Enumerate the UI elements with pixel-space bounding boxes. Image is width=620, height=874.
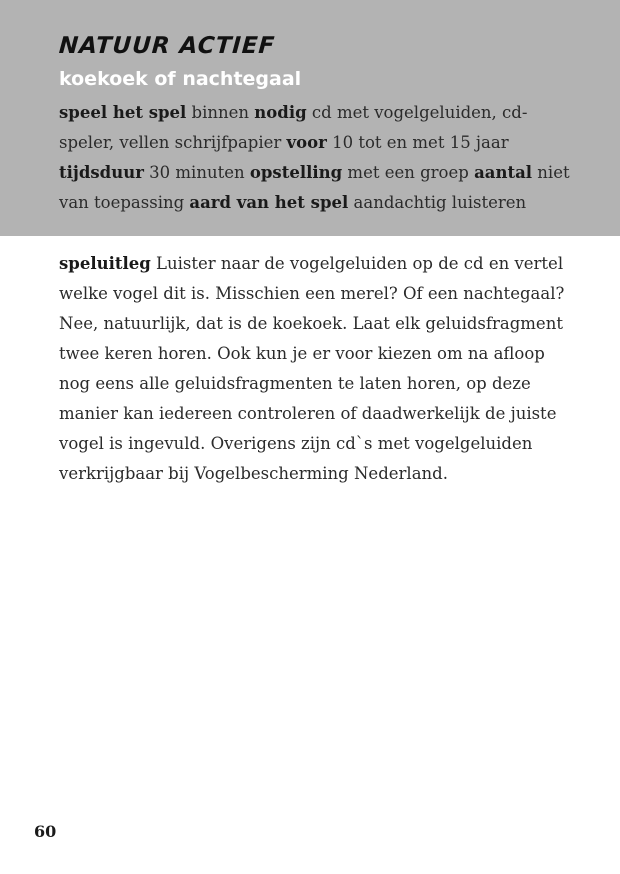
meta-label-aantal: aantal (474, 163, 533, 182)
meta-label-nodig: nodig (254, 103, 307, 122)
meta-label-tijdsduur: tijdsduur (59, 163, 144, 182)
instructions-text: Luister naar de vogelgeluiden op de cd en vertel welke vogel dit is. Misschien een merel? Of een nachtegaal? Nee, natuurlijk, dat is de koekoek. Laat elk geluidsfragment twee keren horen. Ook kun je er voor kiezen om na afloop nog eens alle geluidsfragmenten te laten horen, op deze manier kan iedereen controleren of daadwerkelijk de juiste vogel is ingevuld. Overigens zijn cd`s met vogelgeluiden verkrijgbaar bij Vogelbescherming Nederland. (59, 254, 565, 483)
page-number: 60 (34, 822, 57, 841)
meta-value-aantal: niet van toepassing (59, 163, 570, 212)
game-title: koekoek of nachtegaal (59, 68, 302, 90)
meta-label-speel: speel het spel (59, 103, 187, 122)
meta-value-aard: aandachtig luisteren (353, 193, 527, 212)
game-meta (59, 98, 579, 218)
meta-value-speel: binnen (191, 103, 250, 122)
header-band (0, 0, 620, 236)
meta-value-voor: 10 tot en met 15 jaar (332, 133, 509, 152)
meta-label-voor: voor (286, 133, 327, 152)
series-title: NATUUR ACTIEF (58, 33, 277, 59)
instructions-label: speluitleg (59, 254, 151, 273)
meta-label-aard: aard van het spel (189, 193, 349, 212)
meta-value-tijdsduur: 30 minuten (149, 163, 245, 182)
meta-value-nodig: cd met vogelgeluiden, cd-speler, vellen schrijfpapier (59, 103, 528, 152)
meta-label-opstelling: opstelling (249, 163, 343, 182)
game-instructions (59, 249, 574, 489)
meta-value-opstelling: met een groep (347, 163, 469, 182)
